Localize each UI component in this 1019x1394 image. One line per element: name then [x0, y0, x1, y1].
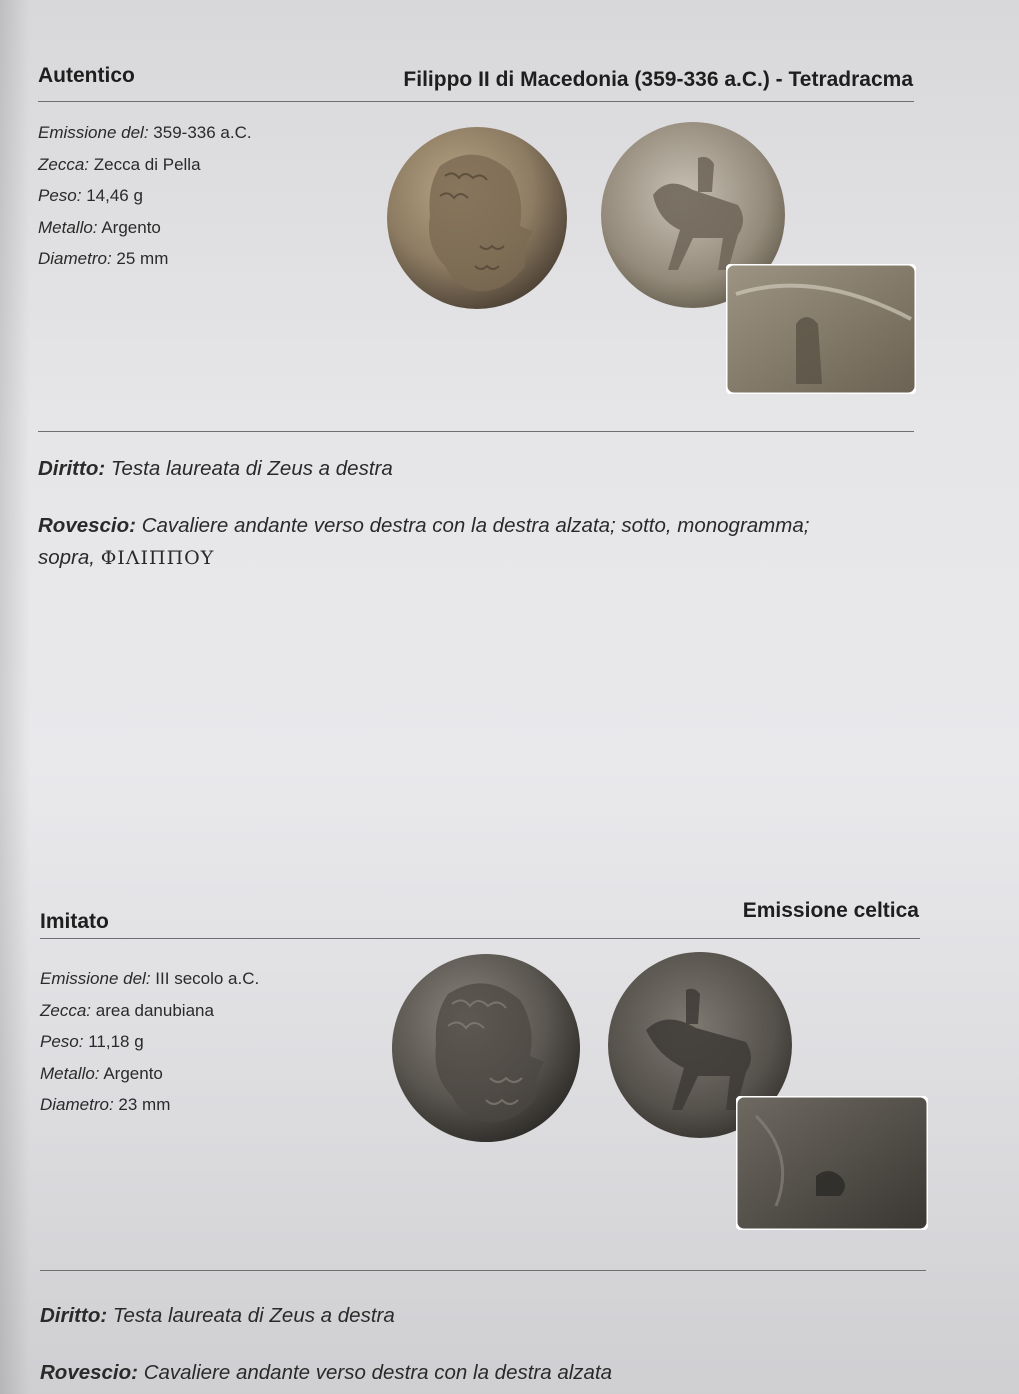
authentic-obverse-description: Diritto: Testa laureata di Zeus a destra	[38, 457, 393, 480]
authentic-reverse-description: Rovescio: Cavaliere andante verso destra con la destra alzata; sotto, monogramma; sopra, ΦΙΛΙΠΠΟΥ	[38, 514, 810, 569]
imitation-obverse-coin-image	[390, 952, 582, 1144]
detail-diameter: Diametro: 23 mm	[40, 1095, 171, 1114]
authentic-header-rule	[38, 101, 914, 102]
authentic-coin-title: Filippo II di Macedonia (359-336 a.C.) - Tetradracma	[403, 68, 913, 91]
imitation-reverse-detail-inset	[736, 1096, 928, 1230]
greek-legend: ΦΙΛΙΠΠΟΥ	[100, 547, 215, 569]
page-gutter-shadow	[0, 0, 30, 1394]
authentic-reverse-detail-inset	[726, 264, 916, 394]
imitation-coin-title: Emissione celtica	[742, 899, 919, 922]
detail-weight: Peso: 11,18 g	[40, 1032, 144, 1051]
detail-metal: Metallo: Argento	[40, 1063, 163, 1083]
imitation-bottom-rule	[40, 1270, 926, 1271]
detail-issue: Emissione del: 359-336 a.C.	[38, 123, 252, 142]
detail-issue: Emissione del: III secolo a.C.	[40, 969, 260, 988]
detail-weight: Peso: 14,46 g	[38, 186, 143, 205]
authentic-bottom-rule	[38, 431, 914, 432]
imitation-reverse-description: Rovescio: Cavaliere andante verso destra con la destra alzata	[40, 1361, 613, 1384]
authentic-label: Autentico	[38, 64, 135, 87]
imitation-header-rule	[40, 938, 920, 939]
imitation-details	[40, 963, 259, 1121]
detail-diameter: Diametro: 25 mm	[38, 249, 169, 268]
authentic-details	[38, 117, 252, 275]
detail-mint: Zecca: area danubiana	[40, 1000, 214, 1020]
authentic-obverse-coin-image	[385, 126, 570, 311]
imitation-label: Imitato	[40, 910, 109, 933]
detail-metal: Metallo: Argento	[38, 217, 161, 237]
imitation-obverse-description: Diritto: Testa laureata di Zeus a destra	[40, 1304, 395, 1327]
detail-mint: Zecca: Zecca di Pella	[38, 154, 201, 174]
